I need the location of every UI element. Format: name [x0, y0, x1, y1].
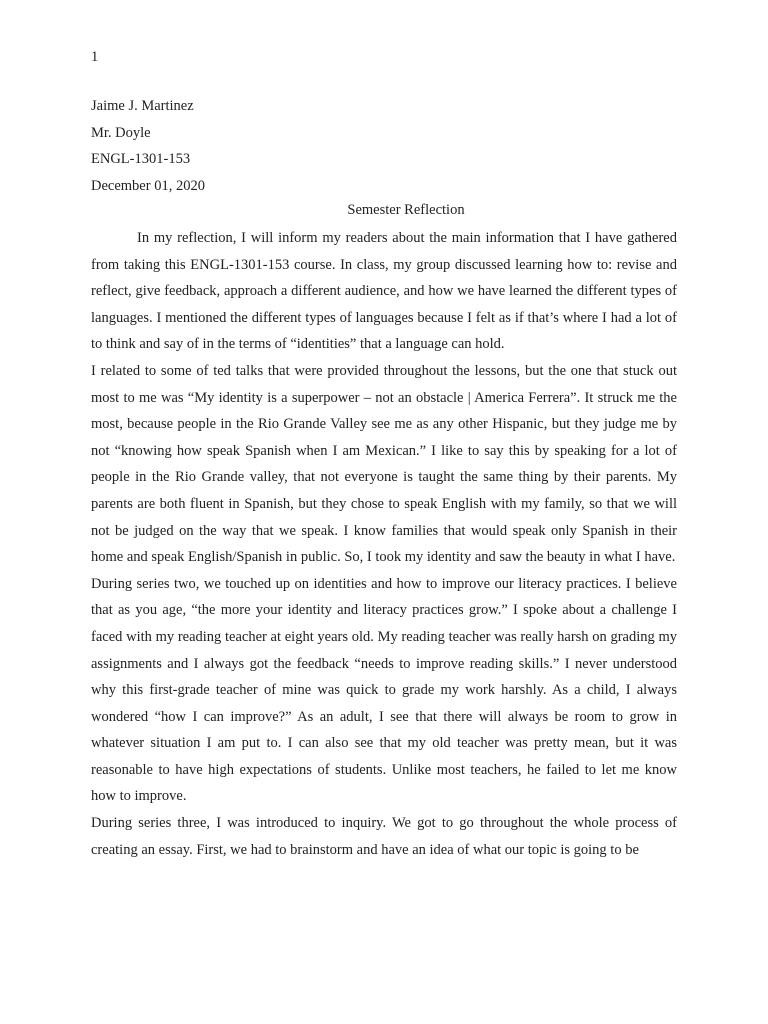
header-block [91, 93, 691, 199]
instructor-name: Mr. Doyle [91, 124, 151, 141]
paragraph: I related to some of ted talks that were provided throughout the lessons, but the one that stuck out most to me was “My identity is a superpower – not an obstacle | America Ferrera”. It struck me the most, because people in the Rio Grande Valley see me as any other Hispanic, but they judge me by not “knowing how speak Spanish when I am Mexican.” I like to say this by speaking for a lot of people in the Rio Grande valley, that not everyone is taught the same thing by their parents. My parents are both fluent in Spanish, but they chose to speak English with my family, so that we will not be judged on the way that we speak. I know families that would speak only Spanish in their home and speak English/Spanish in public. So, I took my identity and saw the beauty in what I have. [91, 362, 677, 566]
paragraph: In my reflection, I will inform my readers about the main information that I have gathered from taking this ENGL-1301-153 course. In class, my group discussed learning how to: revise and reflect, give feedback, approach a different audience, and how we have learned the different types of languages. I mentioned the different types of languages because I felt as if that’s where I had a lot of to think and say of in the terms of “identities” that a language can hold. [91, 230, 677, 353]
paragraph: During series two, we touched up on identities and how to improve our literacy practices. I believe that as you age, “the more your identity and literacy practices grow.” I spoke about a challenge I faced with my reading teacher at eight years old. My reading teacher was really harsh on grading my assignments and I always got the feedback “needs to improve reading skills.” I never understood why this first-grade teacher of mine was quick to grade my work harshly. As a child, I always wondered “how I can improve?” As an adult, I see that there will always be room to grow in whatever situation I am put to. I can also see that my old teacher was pretty mean, but it was reasonable to have high expectations of students. Unlike most teachers, he failed to let me know how to improve. [91, 575, 677, 805]
author-name: Jaime J. Martinez [91, 98, 194, 114]
paragraph: During series three, I was introduced to inquiry. We got to go throughout the whole process of creating an essay. First, we had to brainstorm and have an idea of what our topic is going to be [91, 815, 677, 858]
date: December 01, 2020 [91, 177, 205, 194]
course-code: ENGL-1301-153 [91, 151, 191, 168]
document-title: Semester Reflection [347, 202, 465, 218]
document-body [91, 225, 677, 863]
page-number: 1 [91, 49, 99, 65]
